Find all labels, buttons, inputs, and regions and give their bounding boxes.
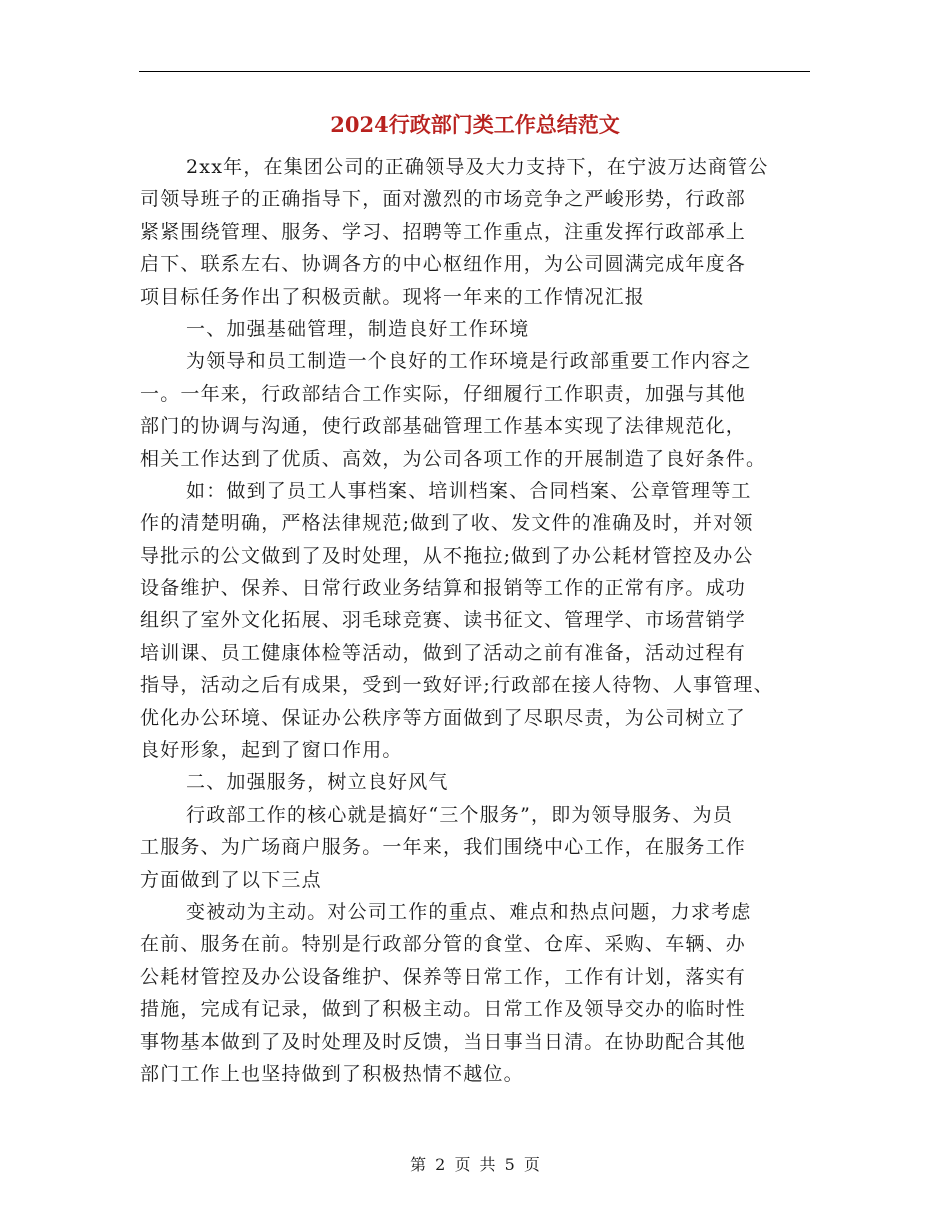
body-line: 为领导和员工制造一个良好的工作环境是行政部重要工作内容之 — [186, 350, 752, 373]
body-line: 变被动为主动。对公司工作的重点、难点和热点问题，力求考虑 — [186, 900, 752, 923]
body-line: 司领导班子的正确指导下，面对激烈的市场竞争之严峻形势，行政部 — [140, 188, 747, 211]
section-heading: 二、加强服务，树立良好风气 — [186, 771, 449, 794]
body-line: 如：做到了员工人事档案、培训档案、合同档案、公章管理等工 — [186, 479, 752, 502]
body-line: 作的清楚明确，严格法律规范;做到了收、发文件的准确及时，并对领 — [140, 512, 754, 535]
section-heading: 一、加强基础管理，制造良好工作环境 — [186, 317, 530, 340]
body-line: 部门工作上也坚持做到了积极热情不越位。 — [140, 1062, 524, 1085]
page-number-footer: 第 2 页 共 5 页 — [410, 1155, 540, 1174]
body-line: 良好形象，起到了窗口作用。 — [140, 739, 403, 762]
body-line: 项目标任务作出了积极贡献。现将一年来的工作情况汇报 — [140, 285, 646, 308]
body-line: 方面做到了以下三点 — [140, 868, 322, 891]
body-line: 紧紧围绕管理、服务、学习、招聘等工作重点，注重发挥行政部承上 — [140, 220, 747, 243]
body-line: 培训课、员工健康体检等活动，做到了活动之前有准备，活动过程有 — [140, 641, 747, 664]
document-body — [140, 151, 810, 1090]
body-line: 2xx年，在集团公司的正确领导及大力支持下，在宁波万达商管公 — [186, 156, 769, 178]
body-line: 行政部工作的核心就是搞好“三个服务”，即为领导服务、为员 — [186, 803, 734, 826]
body-line: 组织了室外文化拓展、羽毛球竞赛、读书征文、管理学、市场营销学 — [140, 609, 747, 632]
body-line: 优化办公环境、保证办公秩序等方面做到了尽职尽责，为公司树立了 — [140, 706, 747, 729]
body-line: 启下、联系左右、协调各方的中心枢纽作用，为公司圆满完成年度各 — [140, 253, 747, 276]
body-line: 措施，完成有记录，做到了积极主动。日常工作及领导交办的临时性 — [140, 998, 747, 1021]
body-line: 事物基本做到了及时处理及时反馈，当日事当日清。在协助配合其他 — [140, 1030, 747, 1053]
body-line: 设备维护、保养、日常行政业务结算和报销等工作的正常有序。成功 — [140, 577, 747, 600]
header-rule — [139, 71, 810, 72]
document-title: 2024行政部门类工作总结范文 — [330, 112, 620, 137]
body-line: 指导，活动之后有成果，受到一致好评;行政部在接人待物、人事管理、 — [140, 674, 774, 697]
body-line: 在前、服务在前。特别是行政部分管的食堂、仓库、采购、车辆、办 — [140, 933, 747, 956]
body-line: 相关工作达到了优质、高效，为公司各项工作的开展制造了良好条件。 — [140, 447, 767, 470]
body-line: 部门的协调与沟通，使行政部基础管理工作基本实现了法律规范化， — [140, 415, 747, 438]
body-line: 导批示的公文做到了及时处理，从不拖拉;做到了办公耗材管控及办公 — [140, 544, 754, 567]
body-line: 一。一年来，行政部结合工作实际，仔细履行工作职责，加强与其他 — [140, 382, 747, 405]
body-line: 工服务、为广场商户服务。一年来，我们围绕中心工作，在服务工作 — [140, 836, 747, 859]
body-line: 公耗材管控及办公设备维护、保养等日常工作，工作有计划，落实有 — [140, 965, 747, 988]
